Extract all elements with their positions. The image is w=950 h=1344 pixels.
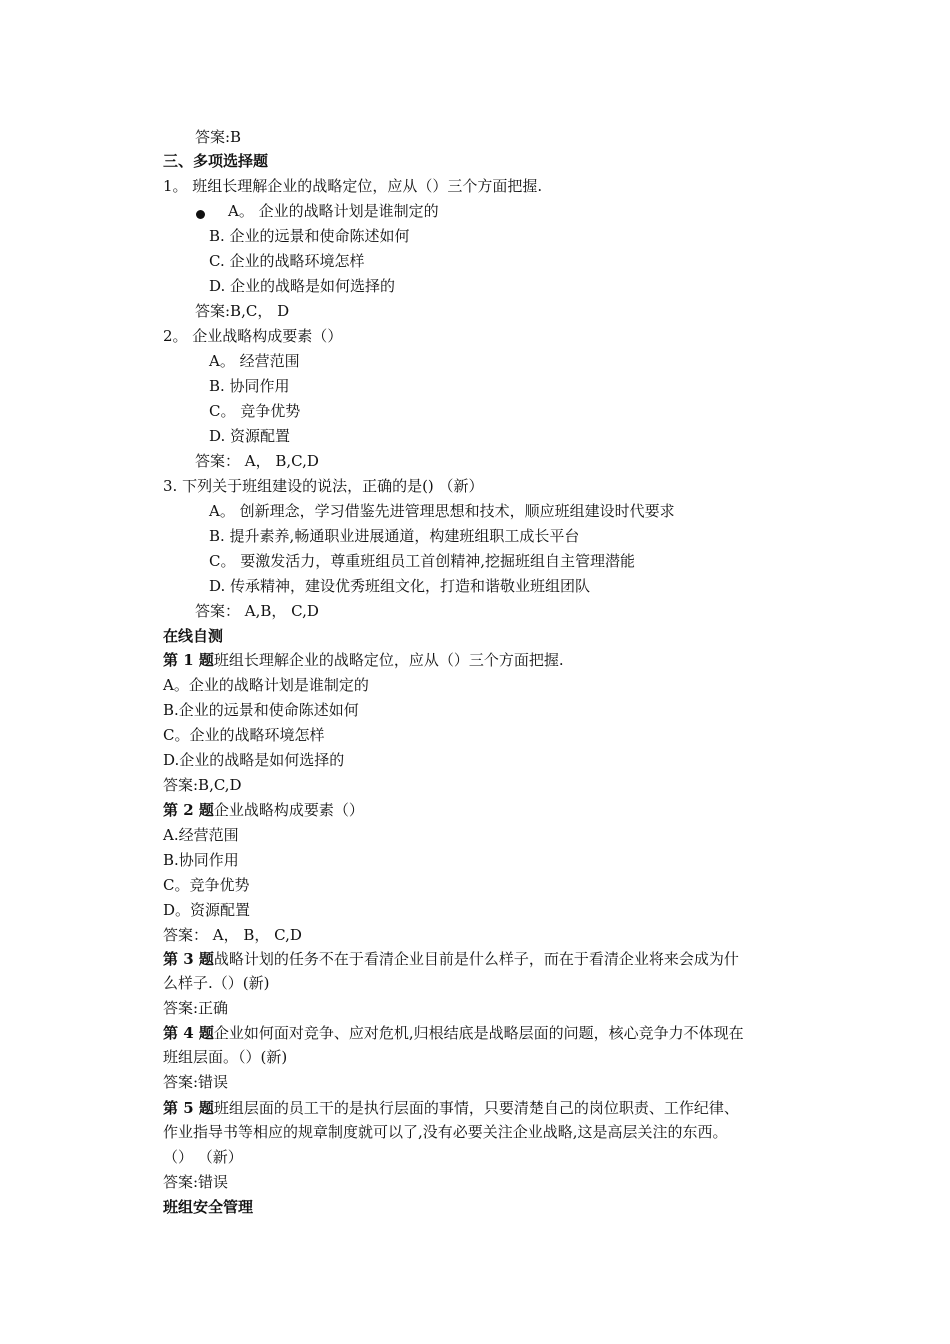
test-1-label: 第 1 题 (163, 651, 214, 669)
test-5-answer: 答案:错误 (163, 1173, 229, 1191)
test-2-stem (163, 798, 364, 822)
test-2-option-b: B.协同作用 (163, 851, 239, 869)
test-3-text-line2: 么样子.（）(新) (163, 974, 270, 992)
question-1-stem: 1。 班组长理解企业的战略定位，应从（）三个方面把握. (163, 177, 543, 195)
test-1-option-a: A。企业的战略计划是谁制定的 (163, 676, 369, 694)
question-3-answer: 答案： A,B， C,D (195, 602, 319, 620)
test-1-text: 班组长理解企业的战略定位，应从（）三个方面把握. (213, 651, 564, 669)
question-1-option-d: D. 企业的战略是如何选择的 (209, 277, 396, 295)
question-1-option-b: B. 企业的远景和使命陈述如何 (209, 227, 410, 245)
question-3-option-c: C。 要激发活力，尊重班组员工首创精神,挖掘班组自主管理潜能 (209, 552, 636, 570)
bullet-icon (196, 210, 205, 219)
test-5-text-line3: （） （新） (163, 1148, 243, 1166)
question-1-option-c: C. 企业的战略环境怎样 (209, 252, 365, 270)
section-heading-safety: 班组安全管理 (163, 1198, 254, 1216)
question-2-option-d: D. 资源配置 (209, 427, 291, 445)
test-1-stem (163, 648, 564, 672)
test-2-label: 第 2 题 (163, 801, 214, 819)
question-3-option-a: A。 创新理念，学习借鉴先进管理思想和技术，顺应班组建设时代要求 (209, 502, 675, 520)
test-3-answer: 答案:正确 (163, 999, 229, 1017)
test-4-answer: 答案:错误 (163, 1073, 229, 1091)
test-5-label: 第 5 题 (163, 1099, 214, 1117)
question-2-stem: 2。 企业战略构成要素（） (163, 327, 343, 345)
section-heading-online-test: 在线自测 (163, 627, 224, 645)
test-1-option-c: C。企业的战略环境怎样 (163, 726, 325, 744)
question-3-option-b: B. 提升素养,畅通职业进展通道，构建班组职工成长平台 (209, 527, 580, 545)
test-2-text: 企业战略构成要素（） (213, 801, 364, 819)
test-1-answer: 答案:B,C,D (163, 776, 242, 794)
test-3-label: 第 3 题 (163, 950, 214, 968)
test-4-stem (163, 1021, 744, 1045)
test-2-option-c: C。竞争优势 (163, 876, 250, 894)
test-1-option-d: D.企业的战略是如何选择的 (163, 751, 345, 769)
test-5-stem (163, 1096, 739, 1120)
question-2-option-a: A。 经营范围 (209, 352, 300, 370)
test-5-text-line2: 作业指导书等相应的规章制度就可以了,没有必要关注企业战略,这是高层关注的东西。 (163, 1123, 728, 1141)
question-2-option-c: C。 竞争优势 (209, 402, 301, 420)
test-2-option-a: A.经营范围 (163, 826, 239, 844)
question-1-option-a: A。 企业的战略计划是谁制定的 (228, 202, 439, 220)
test-3-stem (163, 947, 739, 971)
test-2-option-d: D。资源配置 (163, 901, 251, 919)
test-2-answer: 答案： A， B， C,D (163, 926, 302, 944)
test-1-option-b: B.企业的远景和使命陈述如何 (163, 701, 359, 719)
section-heading-multiple-choice: 三、多项选择题 (163, 152, 269, 170)
test-4-text-line1: 企业如何面对竞争、应对危机,归根结底是战略层面的问题，核心竞争力不体现在 (213, 1024, 744, 1042)
question-3-stem: 3. 下列关于班组建设的说法，正确的是() （新） (163, 477, 484, 495)
test-5-text-line1: 班组层面的员工干的是执行层面的事情，只要清楚自己的岗位职责、工作纪律、 (213, 1099, 739, 1117)
test-4-text-line2: 班组层面。（）(新) (163, 1048, 288, 1066)
question-3-option-d: D. 传承精神，建设优秀班组文化，打造和谐敬业班组团队 (209, 577, 591, 595)
question-1-answer: 答案:B,C， D (195, 302, 290, 320)
prev-answer: 答案:B (195, 128, 242, 146)
question-2-answer: 答案： A， B,C,D (195, 452, 319, 470)
test-3-text-line1: 战略计划的任务不在于看清企业目前是什么样子，而在于看清企业将来会成为什 (213, 950, 739, 968)
test-4-label: 第 4 题 (163, 1024, 214, 1042)
question-2-option-b: B. 协同作用 (209, 377, 290, 395)
